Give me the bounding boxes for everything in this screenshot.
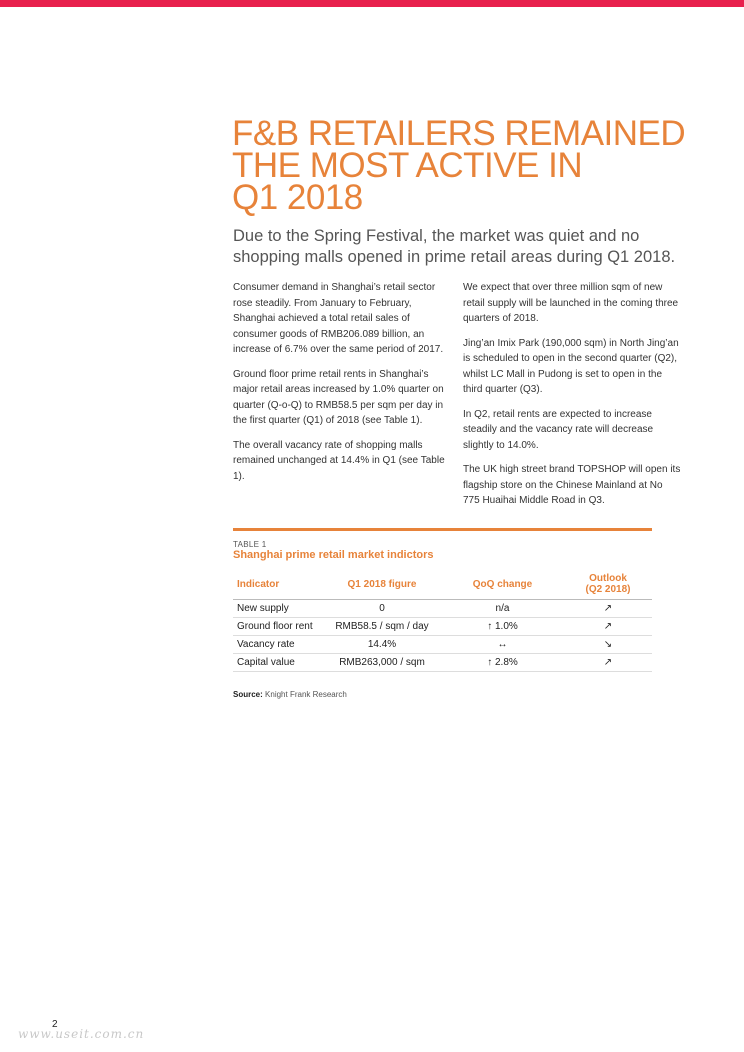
table-title: Shanghai prime retail market indictors [233,549,434,561]
header-outlook-line2: (Q2 2018) [585,584,631,595]
source-label: Source: [233,690,263,699]
cell-indicator: Capital value [233,654,323,672]
paragraph: We expect that over three million sqm of new retail supply will be launched in the coming three quarters of 2018. [463,282,679,324]
table-row [233,654,652,672]
cell-outlook-arrow-icon: ↗ [564,654,652,672]
right-text-column [463,280,681,518]
cell-figure: RMB58.5 / sqm / day [323,618,441,636]
cell-figure: 0 [323,600,441,618]
cell-outlook-arrow-icon: ↘ [564,636,652,654]
title-line-2: THE MOST ACTIVE IN [232,146,583,185]
header-indicator: Indicator [233,569,323,600]
cell-outlook-arrow-icon: ↗ [564,600,652,618]
source-text: Knight Frank Research [265,690,347,699]
retail-indicators-table [233,569,652,672]
cell-qoq: ↑ 2.8% [441,654,564,672]
cell-indicator: New supply [233,600,323,618]
title-line-1: F&B RETAILERS REMAINED [232,114,686,153]
paragraph: The overall vacancy rate of shopping malls remained unchanged at 14.4% in Q1 (see Table 1). [233,439,445,482]
table-row [233,618,652,636]
paragraph: Jing’an Imix Park (190,000 sqm) in North Jing’an is scheduled to open in the second quarter (Q2), whilst LC Mall in Pudong is set to open in the third quarter (Q3). [463,337,679,395]
cell-qoq: ↑ 1.0% [441,618,564,636]
paragraph: Consumer demand in Shanghai’s retail sector rose steadily. From January to February, Shanghai achieved a total retail sales of consumer goods of RMB206.089 billion, an increase of 6.7% over the same period of 2017. [233,282,444,355]
cell-figure: 14.4% [323,636,441,654]
cell-outlook-arrow-icon: ↗ [564,618,652,636]
header-outlook [564,569,652,600]
paragraph: The UK high street brand TOPSHOP will open its flagship store on the Chinese Mainland at No 775 Huaihai Middle Road in Q3. [463,464,681,506]
cell-indicator: Vacancy rate [233,636,323,654]
cell-qoq: n/a [441,600,564,618]
title-line-3: Q1 2018 [232,178,363,217]
cell-qoq: ↔ [441,636,564,654]
left-text-column [233,280,451,493]
table-label: TABLE 1 [233,540,267,549]
paragraph: In Q2, retail rents are expected to increase steadily and the vacancy rate will decrease slightly to 14.0%. [463,408,654,451]
table-row [233,636,652,654]
page-title [232,114,702,217]
table-row [233,600,652,618]
cell-indicator: Ground floor rent [233,618,323,636]
table-source [233,690,347,699]
table-top-rule [233,528,652,531]
watermark-text: www.useit.com.cn [18,1027,145,1041]
header-qoq: QoQ change [441,569,564,600]
paragraph: Ground floor prime retail rents in Shanghai’s major retail areas increased by 1.0% quarter on quarter (Q-o-Q) to RMB58.5 per sqm per day in the first quarter (Q1) of 2018 (see Table 1). [233,368,444,426]
cell-figure: RMB263,000 / sqm [323,654,441,672]
header-outlook-line1: Outlook [589,573,627,584]
header-figure: Q1 2018 figure [323,569,441,600]
top-accent-bar [0,0,744,7]
page-subtitle: Due to the Spring Festival, the market was quiet and no shopping malls opened in prime retail areas during Q1 2018. [233,227,676,266]
table-header-row [233,569,652,600]
page-number: 2 [52,1019,58,1030]
